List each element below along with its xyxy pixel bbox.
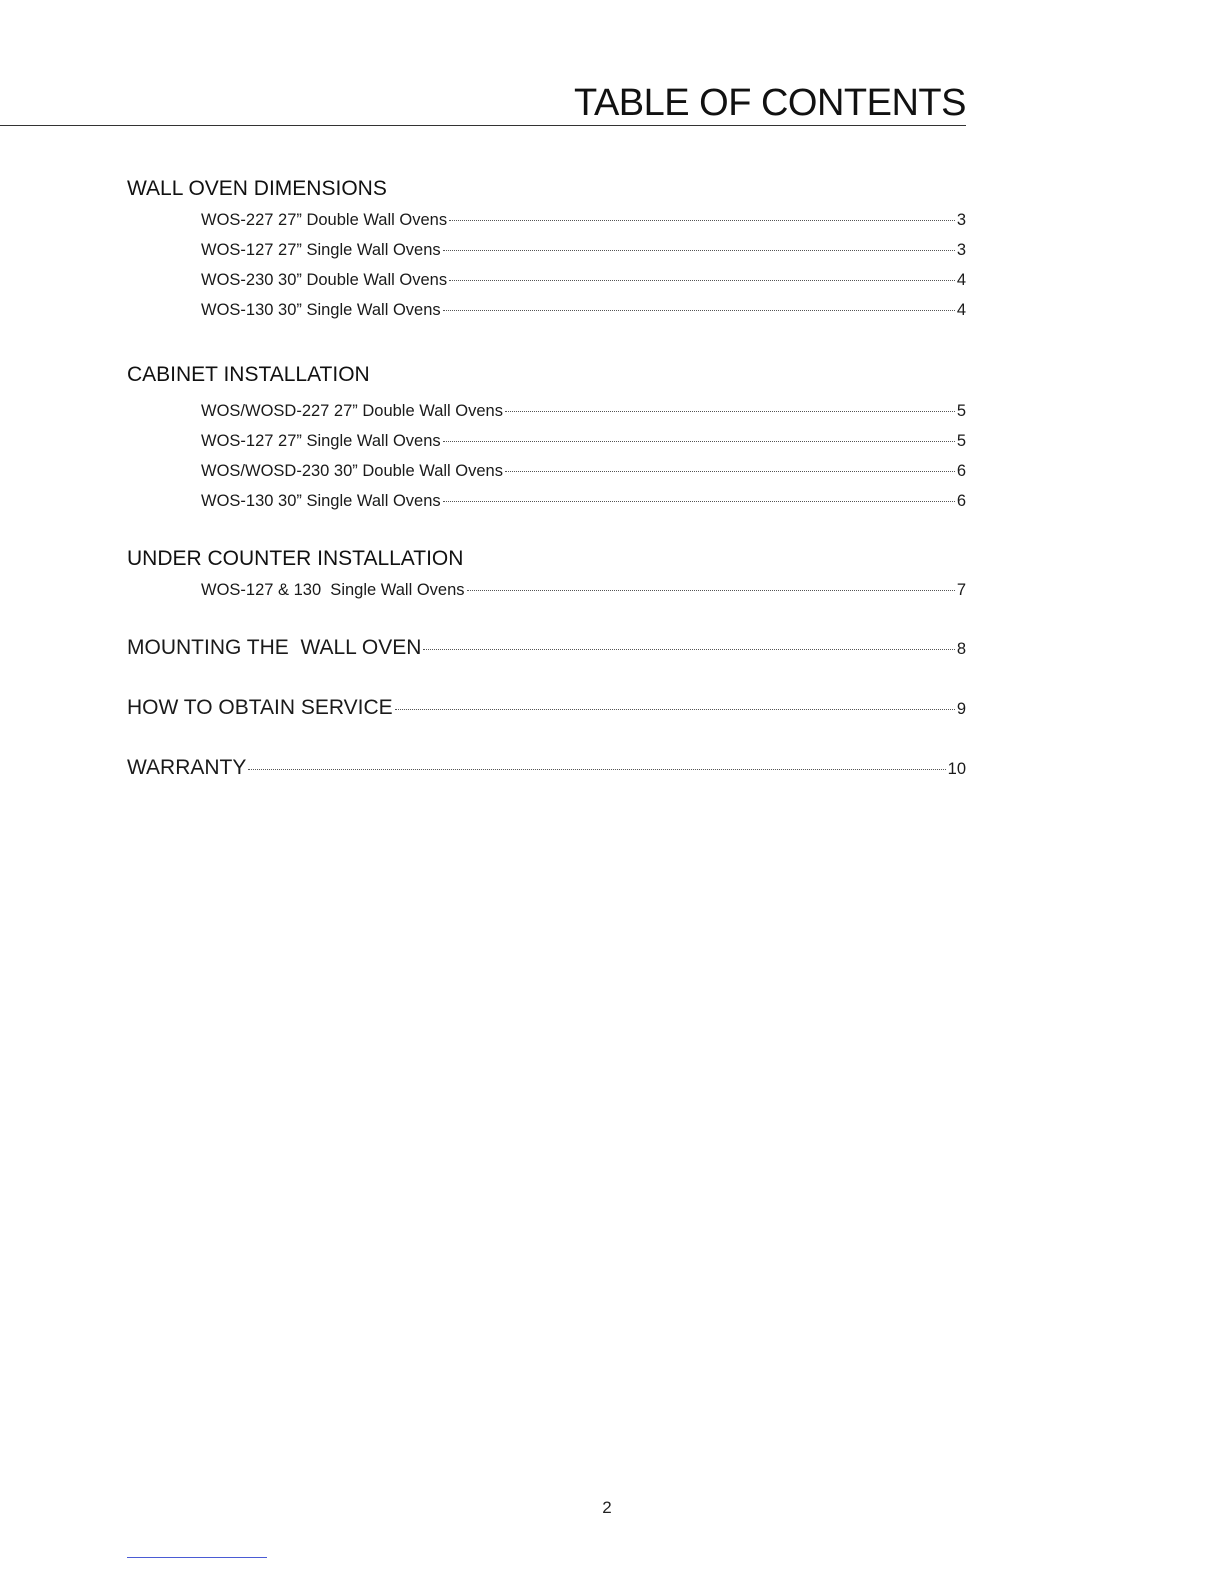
dot-leader <box>443 310 955 311</box>
toc-entry-label: WOS/WOSD-230 30” Double Wall Ovens <box>201 462 503 480</box>
page-title: TABLE OF CONTENTS <box>574 82 966 124</box>
title-divider <box>0 125 966 126</box>
toc-entry-wosd-227-cabinet[interactable] <box>201 400 966 422</box>
toc-entry-page: 6 <box>956 462 966 480</box>
toc-entry-page: 3 <box>956 241 966 259</box>
dot-leader <box>449 280 955 281</box>
dot-leader <box>248 769 945 770</box>
toc-entry-label: WARRANTY <box>127 756 247 779</box>
toc-entry-wos-130-cabinet[interactable] <box>201 490 966 512</box>
toc-entry-page: 5 <box>956 402 966 420</box>
dot-leader <box>505 471 955 472</box>
toc-entry-page: 3 <box>956 211 966 229</box>
toc-entry-under-counter[interactable] <box>201 579 966 601</box>
toc-entry-page: 5 <box>956 432 966 450</box>
footer-underline <box>127 1557 267 1558</box>
dot-leader <box>443 250 955 251</box>
toc-entry-label: WOS-130 30” Single Wall Ovens <box>201 492 441 510</box>
section-heading-wall-oven-dimensions: WALL OVEN DIMENSIONS <box>127 177 387 200</box>
dot-leader <box>443 441 955 442</box>
toc-entry-label: WOS-127 27” Single Wall Ovens <box>201 432 441 450</box>
dot-leader <box>423 649 954 650</box>
dot-leader <box>467 590 955 591</box>
toc-entry-label: WOS-227 27” Double Wall Ovens <box>201 211 448 229</box>
dot-leader <box>443 501 955 502</box>
dot-leader <box>449 220 955 221</box>
toc-entry-wos-130-dimensions[interactable] <box>201 299 966 321</box>
toc-entry-page: 6 <box>956 492 966 510</box>
toc-entry-wos-127-dimensions[interactable] <box>201 239 966 261</box>
section-heading-cabinet-installation: CABINET INSTALLATION <box>127 363 370 386</box>
toc-entry-page: 8 <box>956 640 966 658</box>
toc-entry-wosd-230-cabinet[interactable] <box>201 460 966 482</box>
toc-entry-label: HOW TO OBTAIN SERVICE <box>127 696 393 719</box>
toc-entry-mounting[interactable] <box>127 635 966 662</box>
toc-entry-label: WOS-127 & 130 Single Wall Ovens <box>201 581 465 599</box>
dot-leader <box>505 411 955 412</box>
toc-entry-service[interactable] <box>127 695 966 722</box>
toc-entry-label: WOS-230 30” Double Wall Ovens <box>201 271 448 289</box>
dot-leader <box>395 709 955 710</box>
toc-entry-page: 9 <box>956 700 966 718</box>
toc-entry-wos-230-dimensions[interactable] <box>201 269 966 291</box>
toc-entry-label: WOS-130 30” Single Wall Ovens <box>201 301 441 319</box>
toc-entry-wos-227-dimensions[interactable] <box>201 209 966 231</box>
toc-entry-page: 4 <box>956 301 966 319</box>
toc-entry-label: MOUNTING THE WALL OVEN <box>127 636 422 659</box>
toc-entry-warranty[interactable] <box>127 755 966 782</box>
toc-entry-page: 10 <box>947 760 966 778</box>
toc-entry-wos-127-cabinet[interactable] <box>201 430 966 452</box>
toc-entry-page: 4 <box>956 271 966 289</box>
toc-entry-page: 7 <box>956 581 966 599</box>
page-number: 2 <box>602 1498 612 1517</box>
section-heading-under-counter-installation: UNDER COUNTER INSTALLATION <box>127 547 464 570</box>
toc-entry-label: WOS-127 27” Single Wall Ovens <box>201 241 441 259</box>
toc-entry-label: WOS/WOSD-227 27” Double Wall Ovens <box>201 402 503 420</box>
